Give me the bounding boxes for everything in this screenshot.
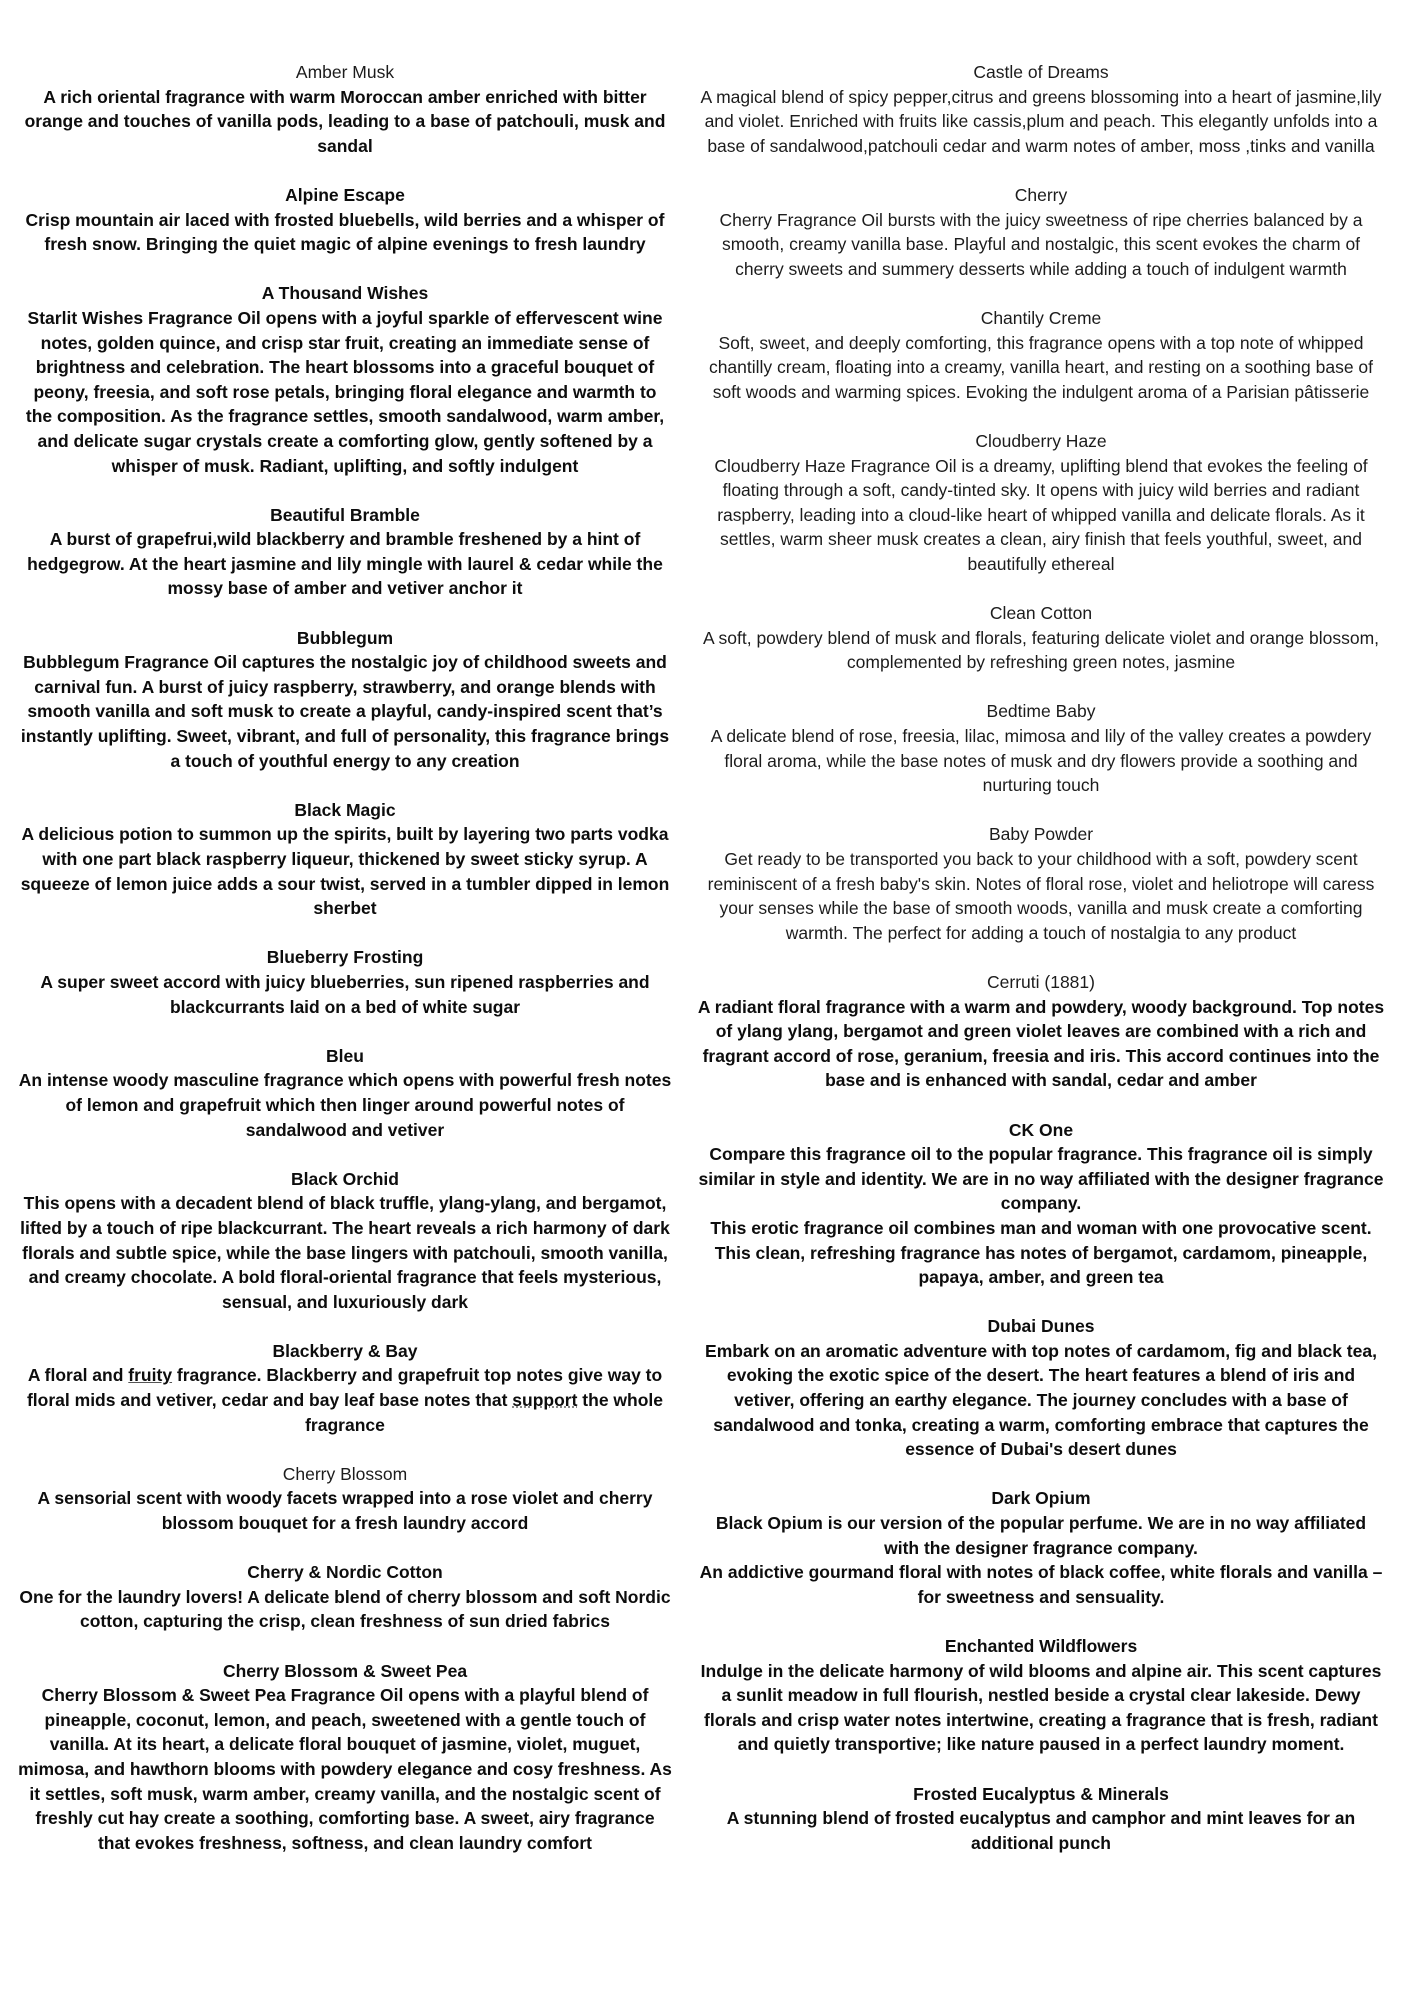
description-paragraph: This erotic fragrance oil combines man and woman with one provocative scent. This clean, refreshing fragrance has notes of bergamot, cardamom, pineapple, papaya, amber, and green tea	[710, 1217, 1372, 1288]
fragrance-description	[696, 1659, 1386, 1757]
fragrance-title: Blackberry & Bay	[272, 1340, 418, 1361]
fragrance-description	[18, 970, 672, 1019]
fragrance-description	[696, 847, 1386, 945]
fragrance-title: Black Orchid	[291, 1168, 399, 1189]
fragrance-entry-baby-powder	[696, 822, 1386, 945]
fragrance-title: Blueberry Frosting	[266, 947, 424, 968]
fragrance-entry-a-thousand-wishes	[18, 281, 672, 478]
description-paragraph: A super sweet accord with juicy blueberries, sun ripened raspberries and blackcurrants laid on a bed of white sugar	[40, 971, 650, 1017]
description-paragraph: A sensorial scent with woody facets wrapped into a rose violet and cherry blossom bouquet for a fresh laundry accord	[37, 1488, 653, 1534]
fragrance-title: Beautiful Bramble	[270, 504, 420, 525]
fragrance-description	[18, 1585, 672, 1634]
fragrance-entry-blackberry-bay	[18, 1339, 672, 1437]
fragrance-title: Bubblegum	[296, 627, 394, 648]
fragrance-description	[18, 527, 672, 601]
description-paragraph: This opens with a decadent blend of black truffle, ylang-ylang, and bergamot, lifted by a touch of ripe blackcurrant. The heart reveals a rich harmony of dark florals and subtle spice, while the base lingers with patchouli, smooth vanilla, and creamy chocolate. A bold floral-oriental fragrance that feels mysterious, sensual, and luxuriously dark	[20, 1193, 670, 1312]
fragrance-title: Cherry Blossom & Sweet Pea	[222, 1660, 468, 1681]
fragrance-entry-dark-opium	[696, 1486, 1386, 1609]
fragrance-entry-enchanted-wildflowers	[696, 1634, 1386, 1757]
fragrance-title: Dark Opium	[991, 1488, 1091, 1509]
fragrance-title: Enchanted Wildflowers	[944, 1636, 1138, 1656]
description-paragraph: Compare this fragrance oil to the popular fragrance. This fragrance oil is simply similar in style and identity. We are in no way affiliated with the designer fragrance company.	[698, 1144, 1384, 1214]
fragrance-title: Cherry Blossom	[282, 1463, 408, 1484]
description-paragraph	[18, 1363, 672, 1437]
fragrance-entry-clean-cotton	[696, 601, 1386, 675]
fragrance-description	[18, 208, 672, 257]
fragrance-title: Dubai Dunes	[987, 1316, 1095, 1337]
description-paragraph: Black Opium is our version of the popular perfume. We are in no way affiliated with the designer fragrance company.	[715, 1513, 1367, 1558]
description-paragraph: An addictive gourmand floral with notes of black coffee, white florals and vanilla – for sweetness and sensuality.	[699, 1562, 1383, 1607]
fragrance-description	[18, 1191, 672, 1314]
fragrance-description	[696, 85, 1386, 159]
fragrance-entry-cerruti-1881	[696, 970, 1386, 1093]
fragrance-title: Cherry & Nordic Cotton	[247, 1562, 443, 1583]
fragrance-title: Alpine Escape	[285, 184, 405, 205]
fragrance-entry-alpine-escape	[18, 183, 672, 257]
fragrance-description	[696, 626, 1386, 675]
description-paragraph: A stunning blend of frosted eucalyptus and camphor and mint leaves for an additional punch	[726, 1808, 1356, 1853]
fragrance-title: CK One	[1008, 1119, 1074, 1140]
fragrance-entry-frosted-eucalyptus-minerals	[696, 1782, 1386, 1856]
fragrance-entry-black-magic	[18, 798, 672, 921]
fragrance-description	[18, 85, 672, 159]
description-paragraph: Soft, sweet, and deeply comforting, this fragrance opens with a top note of whipped chantilly cream, floating into a creamy, vanilla heart, and resting on a soothing base of soft woods and warming spices. Evoking the indulgent aroma of a Parisian pâtisserie	[708, 332, 1374, 402]
fragrance-entry-dubai-dunes	[696, 1314, 1386, 1462]
fragrance-description	[18, 306, 672, 478]
fragrance-description	[18, 650, 672, 773]
description-paragraph: A burst of grapefrui,wild blackberry and bramble freshened by a hint of hedgegrow. At the heart jasmine and lily mingle with laurel & cedar while the mossy base of amber and vetiver anchor it	[27, 529, 663, 599]
fragrance-description	[696, 454, 1386, 577]
description-text: the whole fragrance	[305, 1390, 663, 1435]
spellcheck-underlined-word: support	[512, 1390, 578, 1411]
description-paragraph: An intense woody masculine fragrance which opens with powerful fresh notes of lemon and grapefruit which then linger around powerful notes of sandalwood and vetiver	[18, 1070, 672, 1140]
fragrance-column-left	[18, 60, 672, 1880]
fragrance-entry-cherry-nordic-cotton	[18, 1560, 672, 1634]
fragrance-title: Clean Cotton	[989, 603, 1093, 624]
fragrance-entry-cherry-blossom-sweet-pea	[18, 1659, 672, 1856]
fragrance-description	[696, 1511, 1386, 1609]
description-paragraph: A soft, powdery blend of musk and florals, featuring delicate violet and orange blossom, complemented by refreshing green notes, jasmine	[702, 627, 1380, 673]
fragrance-entry-bleu	[18, 1044, 672, 1142]
fragrance-entry-cloudberry-haze	[696, 429, 1386, 577]
fragrance-description	[18, 1363, 672, 1437]
fragrance-title: Castle of Dreams	[973, 62, 1109, 82]
description-paragraph: A delicious potion to summon up the spirits, built by layering two parts vodka with one part black raspberry liqueur, thickened by sweet sticky syrup. A squeeze of lemon juice adds a sour twist, served in a tumbler dipped in lemon sherbet	[20, 824, 670, 919]
description-paragraph: Embark on an aromatic adventure with top notes of cardamom, fig and black tea, evoking the exotic spice of the desert. The heart features a blend of iris and vetiver, offering an earthy elegance. The journey concludes with a base of sandalwood and tonka, creating a warm, comforting embrace that captures the essence of Dubai's desert dunes	[705, 1340, 1377, 1460]
fragrance-title: A Thousand Wishes	[261, 283, 429, 304]
description-paragraph: One for the laundry lovers! A delicate blend of cherry blossom and soft Nordic cotton, capturing the crisp, clean freshness of sun dried fabrics	[19, 1586, 671, 1632]
description-paragraph: A radiant floral fragrance with a warm and powdery, woody background. Top notes of ylang ylang, bergamot and green violet leaves are combined with a rich and fragrant accord of rose, geranium, freesia and iris. This accord continues into the base and is enhanced with sandal, cedar and amber	[697, 996, 1385, 1091]
fragrance-title: Cherry	[1014, 184, 1068, 205]
fragrance-description	[696, 208, 1386, 282]
fragrance-title: Cerruti (1881)	[987, 971, 1095, 992]
fragrance-entry-chantily-creme	[696, 306, 1386, 404]
fragrance-title: Amber Musk	[295, 62, 395, 82]
fragrance-description	[18, 1683, 672, 1855]
description-paragraph: Cloudberry Haze Fragrance Oil is a dreamy, uplifting blend that evokes the feeling of floating through a soft, candy-tinted sky. It opens with juicy wild berries and radiant raspberry, leading into a cloud-like heart of whipped vanilla and delicate florals. As it settles, warm sheer musk creates a clean, airy finish that feels youthful, sweet, and beautifully ethereal	[714, 455, 1368, 574]
description-paragraph: A magical blend of spicy pepper,citrus and greens blossoming into a heart of jasmine,lily and violet. Enriched with fruits like cassis,plum and peach. This elegantly unfolds into a base of sandalwood,patchouli cedar and warm notes of amber, moss ,tinks and vanilla	[700, 86, 1382, 156]
fragrance-title: Black Magic	[294, 799, 396, 820]
fragrance-description	[696, 1142, 1386, 1290]
fragrance-title: Baby Powder	[988, 824, 1094, 845]
fragrance-column-right	[696, 60, 1386, 1880]
description-paragraph: A rich oriental fragrance with warm Moroccan amber enriched with bitter orange and touches of vanilla pods, leading to a base of patchouli, musk and sandal	[24, 86, 666, 156]
description-text: A floral and	[27, 1365, 129, 1386]
fragrance-entry-black-orchid	[18, 1167, 672, 1315]
spellcheck-underlined-word: fruity	[128, 1365, 173, 1386]
fragrance-entry-bubblegum	[18, 626, 672, 774]
fragrance-description	[696, 1806, 1386, 1855]
fragrance-description	[18, 1068, 672, 1142]
fragrance-entry-amber-musk	[18, 60, 672, 158]
fragrance-description	[696, 724, 1386, 798]
fragrance-title: Cloudberry Haze	[975, 430, 1107, 451]
fragrance-title: Bleu	[326, 1045, 364, 1066]
description-paragraph: Crisp mountain air laced with frosted bluebells, wild berries and a whisper of fresh snow. Bringing the quiet magic of alpine evenings to fresh laundry	[25, 209, 665, 255]
fragrance-description	[696, 331, 1386, 405]
fragrance-entry-ck-one	[696, 1118, 1386, 1290]
description-paragraph: Indulge in the delicate harmony of wild blooms and alpine air. This scent captures a sunlit meadow in full flourish, nestled beside a crystal clear lakeside. Dewy florals and crisp water notes intertwine, creating a fragrance that is fresh, radiant and quietly transportive; like nature paused in a perfect laundry moment.	[700, 1660, 1382, 1755]
fragrance-description	[696, 995, 1386, 1093]
fragrance-entry-castle-of-dreams	[696, 60, 1386, 158]
description-text: fragrance. Blackberry and grapefruit top notes give way to floral mids and vetiver, cedar and bay leaf base notes that	[26, 1365, 663, 1411]
description-paragraph: A delicate blend of rose, freesia, lilac, mimosa and lily of the valley creates a powdery floral aroma, while the base notes of musk and dry flowers provide a soothing and nurturing touch	[710, 726, 1372, 796]
fragrance-entry-blueberry-frosting	[18, 945, 672, 1019]
fragrance-description	[18, 1486, 672, 1535]
fragrance-entry-cherry	[696, 183, 1386, 281]
description-paragraph: Cherry Blossom & Sweet Pea Fragrance Oil opens with a playful blend of pineapple, coconut, lemon, and peach, sweetened with a gentle touch of vanilla. At its heart, a delicate floral bouquet of jasmine, violet, muguet, mimosa, and hawthorn blooms with powdery elegance and cosy freshness. As it settles, soft musk, warm amber, creamy vanilla, and the nostalgic scent of freshly cut hay create a soothing, comforting base. A sweet, airy fragrance that evokes freshness, softness, and clean laundry comfort	[18, 1685, 672, 1853]
fragrance-description	[18, 822, 672, 920]
description-paragraph: Starlit Wishes Fragrance Oil opens with a joyful sparkle of effervescent wine notes, golden quince, and crisp star fruit, creating an immediate sense of brightness and celebration. The heart blossoms into a graceful bouquet of peony, freesia, and soft rose petals, bringing floral elegance and warmth to the composition. As the fragrance settles, smooth sandalwood, warm amber, and delicate sugar crystals create a comforting glow, gently softened by a whisper of musk. Radiant, uplifting, and softly indulgent	[25, 307, 665, 476]
description-paragraph: Get ready to be transported you back to your childhood with a soft, powdery scent reminiscent of a fresh baby's skin. Notes of floral rose, violet and heliotrope will caress your senses while the base of smooth woods, vanilla and musk create a comforting warmth. The perfect for adding a touch of nostalgia to any product	[707, 849, 1375, 943]
fragrance-entry-beautiful-bramble	[18, 503, 672, 601]
fragrance-entry-cherry-blossom	[18, 1462, 672, 1536]
description-paragraph: Bubblegum Fragrance Oil captures the nostalgic joy of childhood sweets and carnival fun. A burst of juicy raspberry, strawberry, and orange blends with smooth vanilla and soft musk to create a playful, candy-inspired scent that’s instantly uplifting. Sweet, vibrant, and full of personality, this fragrance brings a touch of youthful energy to any creation	[20, 652, 670, 771]
fragrance-entry-bedtime-baby	[696, 699, 1386, 797]
description-paragraph: Cherry Fragrance Oil bursts with the juicy sweetness of ripe cherries balanced by a smooth, creamy vanilla base. Playful and nostalgic, this scent evokes the charm of cherry sweets and summery desserts while adding a touch of indulgent warmth	[719, 209, 1363, 279]
fragrance-title: Frosted Eucalyptus & Minerals	[913, 1783, 1169, 1804]
fragrance-title: Bedtime Baby	[986, 701, 1096, 722]
fragrance-title: Chantily Creme	[980, 307, 1102, 328]
fragrance-description	[696, 1339, 1386, 1462]
